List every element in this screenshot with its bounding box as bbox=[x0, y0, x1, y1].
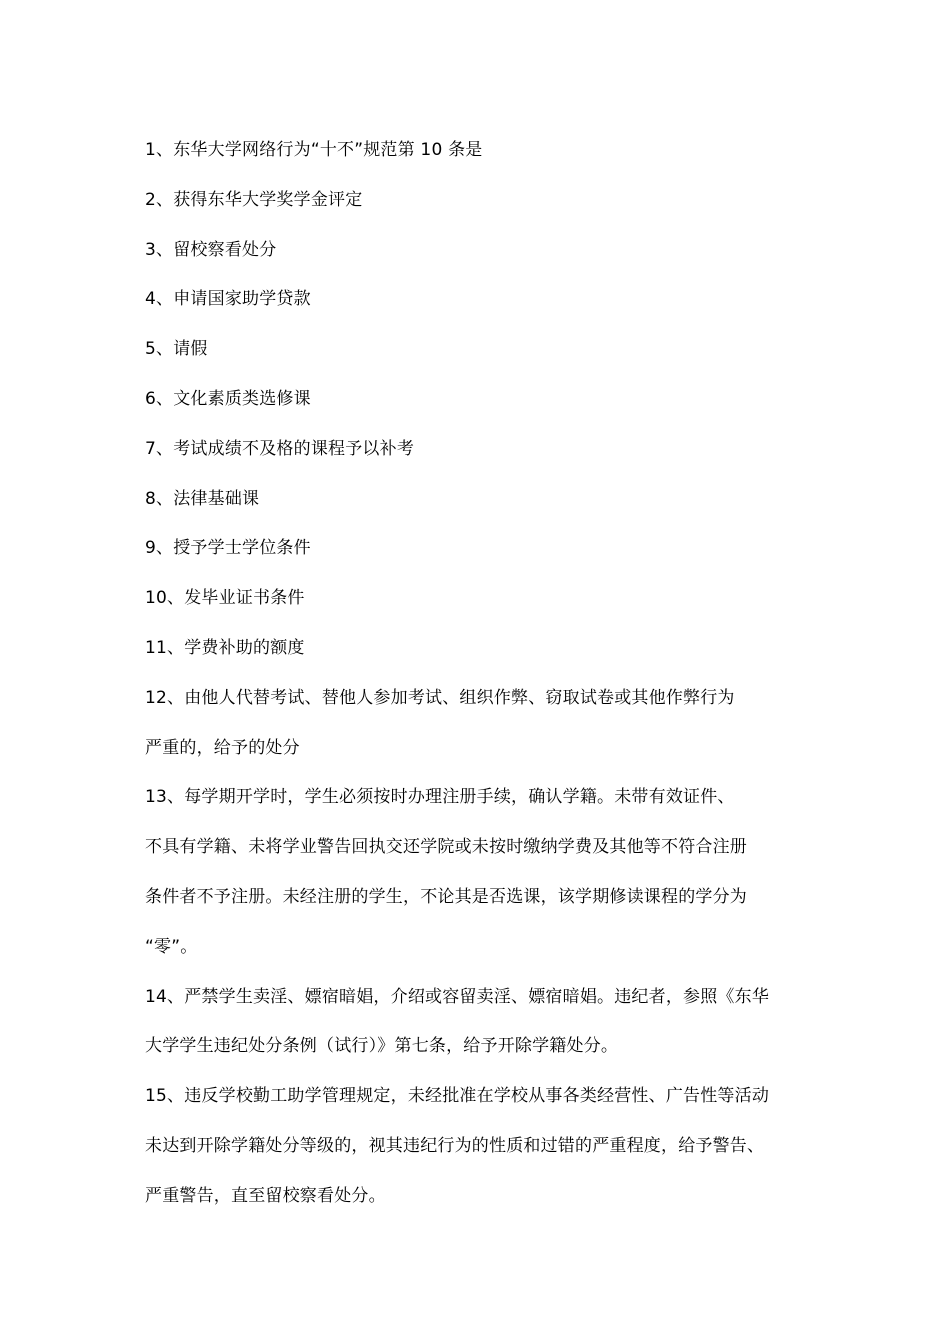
list-item-13-line-2: 不具有学籍、未将学业警告回执交还学院或未按时缴纳学费及其他等不符合注册 bbox=[145, 837, 747, 858]
list-item-9: 9、授予学士学位条件 bbox=[145, 538, 311, 559]
document-body bbox=[145, 126, 835, 1222]
list-item-15-line-2: 未达到开除学籍处分等级的，视其违纪行为的性质和过错的严重程度，给予警告、 bbox=[145, 1135, 765, 1156]
list-item-13-line-4: “零”。 bbox=[145, 936, 198, 957]
list-item-12-line-2: 严重的，给予的处分 bbox=[145, 737, 300, 758]
list-item-4: 4、申请国家助学贷款 bbox=[145, 289, 311, 310]
list-item-7: 7、考试成绩不及格的课程予以补考 bbox=[145, 438, 415, 459]
list-item-6: 6、文化素质类选修课 bbox=[145, 388, 311, 409]
list-item-13-line-1: 13、每学期开学时，学生必须按时办理注册手续，确认学籍。未带有效证件、 bbox=[145, 787, 735, 808]
list-item-13-line-3: 条件者不予注册。未经注册的学生，不论其是否选课，该学期修读课程的学分为 bbox=[145, 886, 747, 907]
list-item-10: 10、发毕业证书条件 bbox=[145, 588, 305, 609]
list-item-5: 5、请假 bbox=[145, 339, 208, 360]
list-item-15-line-1: 15、违反学校勤工助学管理规定，未经批准在学校从事各类经营性、广告性等活动 bbox=[145, 1086, 770, 1107]
list-item-1: 1、东华大学网络行为“十不”规范第 10 条是 bbox=[145, 140, 483, 160]
list-item-2: 2、获得东华大学奖学金评定 bbox=[145, 189, 363, 210]
list-item-14-line-1: 14、严禁学生卖淫、嫖宿暗娼，介绍或容留卖淫、嫖宿暗娼。违纪者，参照《东华 bbox=[145, 986, 770, 1007]
list-item-14-line-2: 大学学生违纪处分条例（试行）》第七条，给予开除学籍处分。 bbox=[145, 1036, 619, 1057]
list-item-3: 3、留校察看处分 bbox=[145, 239, 277, 260]
list-item-11: 11、学费补助的额度 bbox=[145, 637, 305, 658]
list-item-8: 8、法律基础课 bbox=[145, 488, 260, 509]
list-item-12-line-1: 12、由他人代替考试、替他人参加考试、组织作弊、窃取试卷或其他作弊行为 bbox=[145, 687, 735, 708]
list-item-15-line-3: 严重警告，直至留校察看处分。 bbox=[145, 1185, 386, 1206]
